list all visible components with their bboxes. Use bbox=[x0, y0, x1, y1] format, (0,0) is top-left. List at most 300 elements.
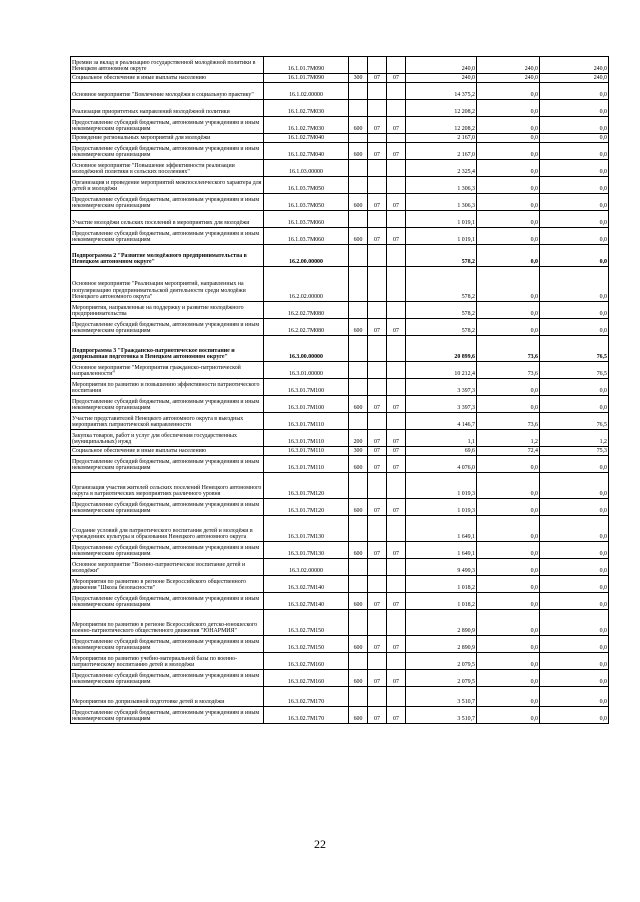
row-expense-type-cell bbox=[349, 83, 368, 100]
row-amount-1-cell: 2 325,4 bbox=[406, 160, 477, 177]
row-code-cell: 16.1.03.7М060 bbox=[264, 211, 349, 228]
row-subsection-cell: 07 bbox=[387, 194, 406, 211]
row-amount-1-cell: 2 890,9 bbox=[406, 610, 477, 636]
row-section-cell: 07 bbox=[368, 447, 387, 456]
row-expense-type-cell bbox=[349, 160, 368, 177]
row-subsection-cell bbox=[387, 211, 406, 228]
row-amount-1-cell: 2 167,0 bbox=[406, 143, 477, 160]
row-expense-type-cell bbox=[349, 267, 368, 302]
budget-table-body bbox=[71, 57, 609, 724]
row-amount-3-cell: 76,5 bbox=[540, 362, 609, 379]
row-amount-1-cell: 1 019,1 bbox=[406, 228, 477, 245]
row-expense-type-cell bbox=[349, 559, 368, 576]
row-amount-2-cell: 1,2 bbox=[477, 430, 540, 447]
row-code-cell: 16.1.03.7М060 bbox=[264, 228, 349, 245]
table-row bbox=[71, 100, 609, 117]
table-row bbox=[71, 447, 609, 456]
row-section-cell: 07 bbox=[368, 670, 387, 687]
row-amount-1-cell: 2 167,0 bbox=[406, 134, 477, 143]
row-amount-3-cell: 0,0 bbox=[540, 211, 609, 228]
row-code-cell: 16.1.02.7М030 bbox=[264, 100, 349, 117]
row-code-cell: 16.3.01.7М130 bbox=[264, 542, 349, 559]
row-code-cell: 16.3.01.7М110 bbox=[264, 456, 349, 473]
row-expense-type-cell bbox=[349, 336, 368, 362]
row-amount-2-cell: 0,0 bbox=[477, 319, 540, 336]
table-row bbox=[71, 653, 609, 670]
row-subsection-cell: 07 bbox=[387, 707, 406, 724]
row-amount-1-cell: 1 306,3 bbox=[406, 177, 477, 194]
row-section-cell bbox=[368, 576, 387, 593]
row-section-cell bbox=[368, 379, 387, 396]
row-amount-1-cell: 69,6 bbox=[406, 447, 477, 456]
row-expense-type-cell bbox=[349, 245, 368, 267]
row-code-cell: 16.3.01.7М130 bbox=[264, 516, 349, 542]
row-expense-type-cell bbox=[349, 379, 368, 396]
row-name-cell: Основное мероприятие "Вовлечение молодёжи в социальную практику" bbox=[71, 83, 264, 100]
row-amount-1-cell: 10 212,4 bbox=[406, 362, 477, 379]
row-name-cell: Предоставление субсидий бюджетным, автономным учреждениям и иным некоммерческим организациям bbox=[71, 194, 264, 211]
row-amount-3-cell: 0,0 bbox=[540, 134, 609, 143]
row-amount-1-cell: 1 649,1 bbox=[406, 516, 477, 542]
row-subsection-cell bbox=[387, 687, 406, 707]
row-subsection-cell bbox=[387, 83, 406, 100]
row-amount-2-cell: 0,0 bbox=[477, 194, 540, 211]
row-amount-2-cell: 0,0 bbox=[477, 177, 540, 194]
row-code-cell: 16.1.03.7М050 bbox=[264, 194, 349, 211]
row-code-cell: 16.3.02.7М140 bbox=[264, 576, 349, 593]
row-section-cell bbox=[368, 57, 387, 74]
row-expense-type-cell bbox=[349, 362, 368, 379]
row-code-cell: 16.3.01.7М120 bbox=[264, 473, 349, 499]
row-amount-3-cell: 0,0 bbox=[540, 267, 609, 302]
row-amount-2-cell: 0,0 bbox=[477, 636, 540, 653]
row-amount-1-cell: 1 019,3 bbox=[406, 499, 477, 516]
row-section-cell bbox=[368, 473, 387, 499]
row-amount-3-cell: 0,0 bbox=[540, 319, 609, 336]
row-amount-3-cell: 0,0 bbox=[540, 473, 609, 499]
row-name-cell: Реализация приоритетных направлений молодёжной политики bbox=[71, 100, 264, 117]
table-row bbox=[71, 473, 609, 499]
table-row bbox=[71, 559, 609, 576]
row-amount-3-cell: 0,0 bbox=[540, 576, 609, 593]
row-name-cell: Мероприятия по развитию учебно-материальной базы по военно-патриотическому воспитанию детей и молодёжи bbox=[71, 653, 264, 670]
row-section-cell bbox=[368, 100, 387, 117]
row-amount-1-cell: 1 018,2 bbox=[406, 593, 477, 610]
row-name-cell: Предоставление субсидий бюджетным, автономным учреждениям и иным некоммерческим организациям bbox=[71, 593, 264, 610]
row-code-cell: 16.3.02.00000 bbox=[264, 559, 349, 576]
row-amount-3-cell: 0,0 bbox=[540, 516, 609, 542]
row-amount-3-cell: 0,0 bbox=[540, 143, 609, 160]
row-name-cell: Организация участия жителей сельских поселений Ненецкого автономного округа в патриотических мероприятиях различного уровня bbox=[71, 473, 264, 499]
row-amount-1-cell: 1 019,1 bbox=[406, 211, 477, 228]
row-amount-3-cell: 0,0 bbox=[540, 559, 609, 576]
row-expense-type-cell: 600 bbox=[349, 396, 368, 413]
row-name-cell: Мероприятия по развитию и повышению эффективности патриотического воспитания bbox=[71, 379, 264, 396]
table-row bbox=[71, 576, 609, 593]
row-code-cell: 16.1.01.7М090 bbox=[264, 74, 349, 83]
row-name-cell: Организация и проведение мероприятий межпоселенческого характера для детей и молодёжи bbox=[71, 177, 264, 194]
row-section-cell bbox=[368, 302, 387, 319]
row-name-cell: Основное мероприятие "Реализация мероприятий, направленных на популяризацию предпринимательской деятельности среди молодёжи Ненецкого автономного округа" bbox=[71, 267, 264, 302]
row-amount-2-cell: 72,4 bbox=[477, 447, 540, 456]
row-expense-type-cell bbox=[349, 516, 368, 542]
row-code-cell: 16.3.02.7М150 bbox=[264, 610, 349, 636]
row-subsection-cell: 07 bbox=[387, 228, 406, 245]
table-row bbox=[71, 143, 609, 160]
row-section-cell: 07 bbox=[368, 593, 387, 610]
table-row bbox=[71, 134, 609, 143]
row-name-cell: Предоставление субсидий бюджетным, автономным учреждениям и иным некоммерческим организациям bbox=[71, 707, 264, 724]
row-subsection-cell: 07 bbox=[387, 430, 406, 447]
row-code-cell: 16.1.01.7М090 bbox=[264, 57, 349, 74]
row-amount-3-cell: 0,0 bbox=[540, 593, 609, 610]
row-section-cell bbox=[368, 559, 387, 576]
row-name-cell: Предоставление субсидий бюджетным, автономным учреждениям и иным некоммерческим организациям bbox=[71, 228, 264, 245]
row-section-cell: 07 bbox=[368, 194, 387, 211]
row-code-cell: 16.1.02.7М030 bbox=[264, 117, 349, 134]
row-subsection-cell: 07 bbox=[387, 542, 406, 559]
table-row bbox=[71, 430, 609, 447]
row-subsection-cell bbox=[387, 134, 406, 143]
row-name-cell: Предоставление субсидий бюджетным, автономным учреждениям и иным некоммерческим организациям bbox=[71, 117, 264, 134]
row-code-cell: 16.3.02.7М150 bbox=[264, 636, 349, 653]
row-section-cell bbox=[368, 134, 387, 143]
row-subsection-cell: 07 bbox=[387, 670, 406, 687]
row-section-cell bbox=[368, 177, 387, 194]
row-amount-3-cell: 0,0 bbox=[540, 396, 609, 413]
row-amount-3-cell: 75,3 bbox=[540, 447, 609, 456]
table-row bbox=[71, 228, 609, 245]
row-name-cell: Мероприятия по развитию в регионе Всероссийского общественного движения "Школа безопасности" bbox=[71, 576, 264, 593]
row-name-cell: Премии за вклад в реализацию государственной молодёжной политики в Ненецком автономном округе bbox=[71, 57, 264, 74]
row-expense-type-cell: 300 bbox=[349, 447, 368, 456]
row-amount-3-cell: 0,0 bbox=[540, 636, 609, 653]
row-name-cell: Подпрограмма 2 "Развитие молодёжного предпринимательства в Ненецком автономном округе" bbox=[71, 245, 264, 267]
row-expense-type-cell: 200 bbox=[349, 430, 368, 447]
row-amount-1-cell: 3 397,3 bbox=[406, 396, 477, 413]
row-code-cell: 16.3.02.7М160 bbox=[264, 670, 349, 687]
row-section-cell: 07 bbox=[368, 143, 387, 160]
row-amount-2-cell: 0,0 bbox=[477, 593, 540, 610]
row-subsection-cell: 07 bbox=[387, 117, 406, 134]
table-row bbox=[71, 267, 609, 302]
row-subsection-cell: 07 bbox=[387, 143, 406, 160]
row-amount-2-cell: 73,6 bbox=[477, 336, 540, 362]
row-subsection-cell bbox=[387, 336, 406, 362]
document-page bbox=[70, 56, 607, 724]
table-row bbox=[71, 687, 609, 707]
row-name-cell: Участие представителей Ненецкого автономного округа в выездных мероприятиях патриотической направленности bbox=[71, 413, 264, 430]
table-row bbox=[71, 302, 609, 319]
table-row bbox=[71, 396, 609, 413]
row-subsection-cell bbox=[387, 302, 406, 319]
row-expense-type-cell: 600 bbox=[349, 194, 368, 211]
row-amount-1-cell: 1,1 bbox=[406, 430, 477, 447]
table-row bbox=[71, 245, 609, 267]
row-subsection-cell bbox=[387, 413, 406, 430]
row-subsection-cell bbox=[387, 473, 406, 499]
row-section-cell bbox=[368, 413, 387, 430]
row-name-cell: Предоставление субсидий бюджетным, автономным учреждениям и иным некоммерческим организациям bbox=[71, 636, 264, 653]
row-amount-2-cell: 0,0 bbox=[477, 245, 540, 267]
row-section-cell: 07 bbox=[368, 456, 387, 473]
table-row bbox=[71, 499, 609, 516]
table-row bbox=[71, 160, 609, 177]
row-subsection-cell bbox=[387, 610, 406, 636]
row-amount-1-cell: 2 890,9 bbox=[406, 636, 477, 653]
row-name-cell: Создание условий для патриотического воспитания детей и молодёжи в учреждениях культуры и образования Ненецкого автономного округа bbox=[71, 516, 264, 542]
row-expense-type-cell: 600 bbox=[349, 707, 368, 724]
row-amount-1-cell: 2 079,5 bbox=[406, 653, 477, 670]
table-row bbox=[71, 456, 609, 473]
row-subsection-cell bbox=[387, 57, 406, 74]
table-row bbox=[71, 707, 609, 724]
row-section-cell: 07 bbox=[368, 228, 387, 245]
row-code-cell: 16.3.01.00000 bbox=[264, 362, 349, 379]
row-code-cell: 16.3.01.7М110 bbox=[264, 430, 349, 447]
row-expense-type-cell bbox=[349, 100, 368, 117]
row-subsection-cell: 07 bbox=[387, 593, 406, 610]
row-name-cell: Предоставление субсидий бюджетным, автономным учреждениям и иным некоммерческим организациям bbox=[71, 670, 264, 687]
row-amount-1-cell: 2 079,5 bbox=[406, 670, 477, 687]
row-amount-2-cell: 0,0 bbox=[477, 670, 540, 687]
row-code-cell: 16.3.01.7М110 bbox=[264, 413, 349, 430]
row-amount-2-cell: 0,0 bbox=[477, 456, 540, 473]
row-section-cell bbox=[368, 211, 387, 228]
row-section-cell bbox=[368, 245, 387, 267]
row-subsection-cell bbox=[387, 379, 406, 396]
row-code-cell: 16.3.01.7М100 bbox=[264, 396, 349, 413]
table-row bbox=[71, 194, 609, 211]
row-code-cell: 16.2.02.7М080 bbox=[264, 319, 349, 336]
row-amount-2-cell: 73,6 bbox=[477, 362, 540, 379]
row-expense-type-cell: 600 bbox=[349, 593, 368, 610]
row-name-cell: Основное мероприятие "Военно-патриотическое воспитание детей и молодёжи" bbox=[71, 559, 264, 576]
row-name-cell: Участие молодёжи сельских поселений в мероприятиях для молодёжи bbox=[71, 211, 264, 228]
row-amount-1-cell: 9 499,3 bbox=[406, 559, 477, 576]
row-amount-2-cell: 0,0 bbox=[477, 100, 540, 117]
table-row bbox=[71, 610, 609, 636]
row-amount-3-cell: 76,5 bbox=[540, 336, 609, 362]
row-name-cell: Предоставление субсидий бюджетным, автономным учреждениям и иным некоммерческим организациям bbox=[71, 499, 264, 516]
row-amount-2-cell: 0,0 bbox=[477, 143, 540, 160]
row-subsection-cell: 07 bbox=[387, 447, 406, 456]
row-amount-3-cell: 0,0 bbox=[540, 499, 609, 516]
row-amount-1-cell: 14 375,2 bbox=[406, 83, 477, 100]
row-amount-2-cell: 0,0 bbox=[477, 83, 540, 100]
table-row bbox=[71, 57, 609, 74]
row-amount-1-cell: 1 019,3 bbox=[406, 473, 477, 499]
row-expense-type-cell: 600 bbox=[349, 456, 368, 473]
row-code-cell: 16.3.01.7М100 bbox=[264, 379, 349, 396]
row-amount-2-cell: 0,0 bbox=[477, 499, 540, 516]
row-code-cell: 16.2.02.00000 bbox=[264, 267, 349, 302]
row-expense-type-cell: 600 bbox=[349, 542, 368, 559]
row-amount-2-cell: 240,0 bbox=[477, 74, 540, 83]
row-subsection-cell bbox=[387, 559, 406, 576]
row-subsection-cell: 07 bbox=[387, 396, 406, 413]
table-row bbox=[71, 117, 609, 134]
row-code-cell: 16.1.03.00000 bbox=[264, 160, 349, 177]
row-subsection-cell: 07 bbox=[387, 456, 406, 473]
row-amount-3-cell: 0,0 bbox=[540, 228, 609, 245]
row-section-cell: 07 bbox=[368, 542, 387, 559]
row-amount-2-cell: 0,0 bbox=[477, 379, 540, 396]
budget-table bbox=[70, 56, 609, 724]
row-subsection-cell bbox=[387, 100, 406, 117]
row-name-cell: Предоставление субсидий бюджетным, автономным учреждениям и иным некоммерческим организациям bbox=[71, 143, 264, 160]
table-row bbox=[71, 593, 609, 610]
row-amount-3-cell: 0,0 bbox=[540, 707, 609, 724]
row-amount-2-cell: 0,0 bbox=[477, 211, 540, 228]
row-code-cell: 16.3.02.7М170 bbox=[264, 707, 349, 724]
row-amount-3-cell: 0,0 bbox=[540, 610, 609, 636]
row-name-cell: Мероприятия по развитию в регионе Всероссийского детско-юношеского военно-патриотического общественного движения "ЮНАРМИЯ" bbox=[71, 610, 264, 636]
row-amount-3-cell: 0,0 bbox=[540, 245, 609, 267]
row-subsection-cell bbox=[387, 516, 406, 542]
row-subsection-cell: 07 bbox=[387, 636, 406, 653]
row-code-cell: 16.3.00.00000 bbox=[264, 336, 349, 362]
row-amount-1-cell: 4 146,7 bbox=[406, 413, 477, 430]
row-section-cell: 07 bbox=[368, 499, 387, 516]
row-section-cell bbox=[368, 160, 387, 177]
row-amount-1-cell: 4 076,0 bbox=[406, 456, 477, 473]
table-row bbox=[71, 177, 609, 194]
table-row bbox=[71, 211, 609, 228]
row-amount-3-cell: 0,0 bbox=[540, 687, 609, 707]
table-row bbox=[71, 319, 609, 336]
row-section-cell: 07 bbox=[368, 636, 387, 653]
row-section-cell: 07 bbox=[368, 707, 387, 724]
table-row bbox=[71, 336, 609, 362]
row-section-cell bbox=[368, 653, 387, 670]
row-name-cell: Социальное обеспечение и иные выплаты населению bbox=[71, 447, 264, 456]
row-code-cell: 16.1.02.7М040 bbox=[264, 134, 349, 143]
table-row bbox=[71, 379, 609, 396]
row-amount-2-cell: 0,0 bbox=[477, 576, 540, 593]
row-expense-type-cell bbox=[349, 610, 368, 636]
row-amount-2-cell: 0,0 bbox=[477, 134, 540, 143]
row-expense-type-cell bbox=[349, 687, 368, 707]
row-section-cell bbox=[368, 267, 387, 302]
row-amount-1-cell: 578,2 bbox=[406, 267, 477, 302]
row-amount-2-cell: 0,0 bbox=[477, 473, 540, 499]
row-amount-1-cell: 3 510,7 bbox=[406, 707, 477, 724]
row-amount-2-cell: 0,0 bbox=[477, 160, 540, 177]
row-subsection-cell bbox=[387, 653, 406, 670]
row-amount-1-cell: 12 208,2 bbox=[406, 117, 477, 134]
row-amount-1-cell: 3 397,3 bbox=[406, 379, 477, 396]
row-name-cell: Предоставление субсидий бюджетным, автономным учреждениям и иным некоммерческим организациям bbox=[71, 542, 264, 559]
row-amount-2-cell: 0,0 bbox=[477, 610, 540, 636]
row-name-cell: Социальное обеспечение и иные выплаты населению bbox=[71, 74, 264, 83]
row-name-cell: Мероприятия по допризывной подготовке детей и молодёжи bbox=[71, 687, 264, 707]
row-name-cell: Подпрограмма 3 "Гражданско-патриотическое воспитание и допризывная подготовка в Ненецком автономном округе" bbox=[71, 336, 264, 362]
row-amount-2-cell: 0,0 bbox=[477, 117, 540, 134]
row-amount-3-cell: 240,0 bbox=[540, 74, 609, 83]
table-row bbox=[71, 83, 609, 100]
row-amount-2-cell: 0,0 bbox=[477, 687, 540, 707]
table-row bbox=[71, 74, 609, 83]
row-section-cell bbox=[368, 516, 387, 542]
row-amount-1-cell: 20 899,6 bbox=[406, 336, 477, 362]
row-amount-3-cell: 0,0 bbox=[540, 542, 609, 559]
row-amount-2-cell: 240,0 bbox=[477, 57, 540, 74]
row-section-cell bbox=[368, 83, 387, 100]
row-amount-3-cell: 0,0 bbox=[540, 160, 609, 177]
row-expense-type-cell bbox=[349, 576, 368, 593]
row-amount-1-cell: 578,2 bbox=[406, 319, 477, 336]
row-amount-3-cell: 0,0 bbox=[540, 670, 609, 687]
row-amount-2-cell: 0,0 bbox=[477, 228, 540, 245]
row-expense-type-cell: 600 bbox=[349, 143, 368, 160]
page-number: 22 bbox=[314, 837, 326, 851]
row-amount-3-cell: 0,0 bbox=[540, 177, 609, 194]
row-subsection-cell bbox=[387, 576, 406, 593]
row-name-cell: Мероприятия, направленные на поддержку и развитие молодёжного предпринимательства bbox=[71, 302, 264, 319]
table-row bbox=[71, 670, 609, 687]
row-amount-3-cell: 0,0 bbox=[540, 83, 609, 100]
row-name-cell: Предоставление субсидий бюджетным, автономным учреждениям и иным некоммерческим организациям bbox=[71, 396, 264, 413]
row-code-cell: 16.3.02.7М140 bbox=[264, 593, 349, 610]
row-name-cell: Предоставление субсидий бюджетным, автономным учреждениям и иным некоммерческим организациям bbox=[71, 456, 264, 473]
row-amount-2-cell: 0,0 bbox=[477, 302, 540, 319]
row-amount-1-cell: 578,2 bbox=[406, 245, 477, 267]
table-row bbox=[71, 413, 609, 430]
row-subsection-cell: 07 bbox=[387, 499, 406, 516]
row-subsection-cell bbox=[387, 362, 406, 379]
row-amount-1-cell: 578,2 bbox=[406, 302, 477, 319]
row-section-cell bbox=[368, 687, 387, 707]
row-amount-2-cell: 0,0 bbox=[477, 267, 540, 302]
row-section-cell bbox=[368, 336, 387, 362]
row-section-cell bbox=[368, 362, 387, 379]
row-amount-2-cell: 0,0 bbox=[477, 396, 540, 413]
row-expense-type-cell: 600 bbox=[349, 499, 368, 516]
table-row bbox=[71, 516, 609, 542]
row-code-cell: 16.3.02.7М160 bbox=[264, 653, 349, 670]
row-amount-2-cell: 0,0 bbox=[477, 707, 540, 724]
row-amount-3-cell: 1,2 bbox=[540, 430, 609, 447]
row-amount-3-cell: 76,5 bbox=[540, 413, 609, 430]
row-amount-2-cell: 0,0 bbox=[477, 653, 540, 670]
row-expense-type-cell: 600 bbox=[349, 670, 368, 687]
row-section-cell: 07 bbox=[368, 396, 387, 413]
row-amount-1-cell: 3 510,7 bbox=[406, 687, 477, 707]
row-code-cell: 16.2.00.00000 bbox=[264, 245, 349, 267]
row-amount-3-cell: 0,0 bbox=[540, 117, 609, 134]
row-subsection-cell bbox=[387, 267, 406, 302]
row-expense-type-cell: 600 bbox=[349, 319, 368, 336]
row-amount-1-cell: 1 306,3 bbox=[406, 194, 477, 211]
row-expense-type-cell bbox=[349, 302, 368, 319]
row-code-cell: 16.3.01.7М110 bbox=[264, 447, 349, 456]
row-expense-type-cell: 300 bbox=[349, 74, 368, 83]
row-subsection-cell: 07 bbox=[387, 319, 406, 336]
table-row bbox=[71, 362, 609, 379]
row-name-cell: Закупка товаров, работ и услуг для обеспечения государственных (муниципальных) нужд bbox=[71, 430, 264, 447]
row-expense-type-cell bbox=[349, 211, 368, 228]
row-amount-3-cell: 0,0 bbox=[540, 302, 609, 319]
row-section-cell: 07 bbox=[368, 430, 387, 447]
row-amount-1-cell: 1 018,2 bbox=[406, 576, 477, 593]
row-section-cell: 07 bbox=[368, 117, 387, 134]
row-section-cell bbox=[368, 610, 387, 636]
row-expense-type-cell bbox=[349, 134, 368, 143]
row-name-cell: Предоставление субсидий бюджетным, автономным учреждениям и иным некоммерческим организациям bbox=[71, 319, 264, 336]
row-amount-3-cell: 0,0 bbox=[540, 194, 609, 211]
row-amount-3-cell: 0,0 bbox=[540, 379, 609, 396]
